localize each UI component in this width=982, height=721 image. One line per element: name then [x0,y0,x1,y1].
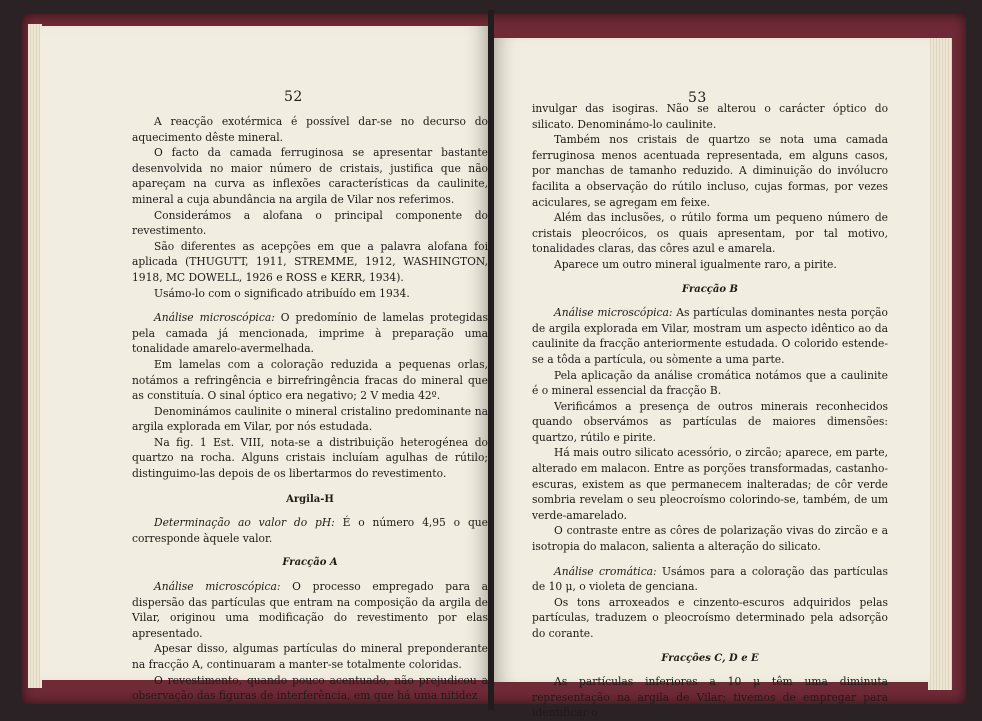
paragraph [132,579,488,641]
section-heading: Fracção B [682,283,738,295]
paragraph: O facto da camada ferruginosa se apresentar bastante desenvolvida no maior número de cristais, justifica que não apareçam na curva as inflexões características da caulinite, mineral a cuja abundância na argila de Vilar nos referimos. [132,146,488,206]
paragraph: Há mais outro silicato acessório, o zircão; aparece, em parte, alterado em malacon. Entre as porções transformadas, castanho-escuras, existem as que permanecem inalteradas; de côr verde sombria revelam o seu pleocroísmo colorindo-se, também, de um verde-amarelado. [532,446,888,522]
paragraph: Denominámos caulinite o mineral cristalino predominante na argila explorada em Vilar, por nós estudada. [132,404,488,434]
paragraph: Na fig. 1 Est. VIII, nota-se a distribuição heterogénea do quartzo na rocha. Alguns cristais incluíam agulhas de rútilo; distinguimo-las depois de os libertarmos do revestimento. [132,435,488,481]
paragraph: Também nos cristais de quartzo se nota uma camada ferruginosa menos acentuada representada, em alguns casos, por manchas de tamanho reduzido. A diminuição do invólucro facilita a observação do rútilo incluso, cujas formas, por vezes aciculares, se agregam em feixe. [532,133,888,209]
left-page [40,26,490,703]
paragraph: Aparece um outro mineral igualmente raro, a pirite. [554,257,837,271]
left-page-text [132,114,488,704]
section-heading: Fracções C, D e E [661,652,759,664]
page-number: 53 [688,90,707,106]
paragraph: As partículas inferiores a 10 μ têm uma diminuta representação na argila de Vilar; tivemos de empregar para identificar o [532,675,888,720]
paragraph: Os tons arroxeados e cinzento-escuros adquiridos pelas partículas, traduzem o pleocroísmo determinado pela adsorção do corante. [532,595,888,640]
paragraph-body: O processo empregado para a dispersão das partículas que entram na composição da argila de Vilar, originou uma modificação do revestimento por elas apresentado. [132,580,488,640]
paragraph-body: As partículas dominantes nesta porção de argila explorada em Vilar, mostram um aspecto idêntico ao da caulinite da fracção anteriormente estudada. O colorido estende-se a tôda a partícula, ou sòmente a uma parte. [532,306,888,366]
page-edges-right [928,38,952,690]
paragraph: Considerámos a alofana o principal componente do revestimento. [132,208,488,238]
book-gutter [488,10,494,710]
paragraph [532,564,888,595]
paragraph: Apesar disso, algumas partículas do mineral preponderante na fracção A, continuaram a manter-se totalmente coloridas. [132,642,488,671]
paragraph: Pela aplicação da análise cromática notámos que a caulinite é o mineral essencial da fracção B. [532,368,888,398]
paragraph [132,515,488,546]
paragraph-lead: Análise cromática: [554,564,657,578]
paragraph-lead: Determinação ao valor do pH: [154,516,335,530]
paragraph-body: É o número 4,95 o que corresponde àquele valor. [132,516,488,545]
paragraph [532,305,888,367]
paragraph: São diferentes as acepções em que a palavra alofana foi aplicada (THUGUTT, 1911, STREMME, 1912, WASHINGTON, 1918, MC DOWELL, 1926 e ROSS e KERR, 1934). [132,239,488,284]
paragraph: Em lamelas com a coloração reduzida a pequenas orlas, notámos a refringência e birrefringência fracas do mineral que as constituía. O sinal óptico era negativo; 2 V media 42º. [132,357,488,403]
paragraph-lead: Análise microscópica: [154,311,275,325]
section-heading: Fracção A [282,557,338,569]
paragraph: O contraste entre as côres de polarização vivas do zircão e a isotropia do malacon, salienta a alteração do silicato. [532,524,888,554]
paragraph-lead: Análise microscópica: [154,580,281,594]
paragraph: invulgar das isogiras. Não se alterou o carácter óptico do silicato. Denominámo-lo caulinite. [532,102,888,131]
section-heading: Argila-H [286,493,334,505]
page-number: 52 [284,89,303,105]
paragraph [132,310,488,357]
paragraph-lead: Análise microscópica: [554,306,673,320]
paragraph: A reacção exotérmica é possível dar-se no decurso do aquecimento dêste mineral. [132,115,488,144]
right-page [492,38,930,720]
paragraph: Usámo-lo com o significado atribuído em 1934. [154,286,410,300]
right-page-text [532,101,888,721]
paragraph: Além das inclusões, o rútilo forma um pequeno número de cristais pleocróicos, os quais apresentam, por tal motivo, tonalidades claras, das côres azul e amarela. [532,211,888,256]
paragraph-body: Usámos para a coloração das partículas de 10 μ, o violeta de genciana. [532,564,888,594]
paragraph: Verificámos a presença de outros minerais reconhecidos quando observámos as partículas de maiores dimensões: quartzo, rútilo e pirite. [532,399,888,444]
paragraph-body: O predomínio de lamelas protegidas pela camada já mencionada, imprime à preparação uma tonalidade amarelo-avermelhada. [132,311,488,356]
paragraph: O revestimento, quando pouco acentuado, não prejudicou a observação das figuras de interferência, em que há uma nitidez [132,673,488,703]
